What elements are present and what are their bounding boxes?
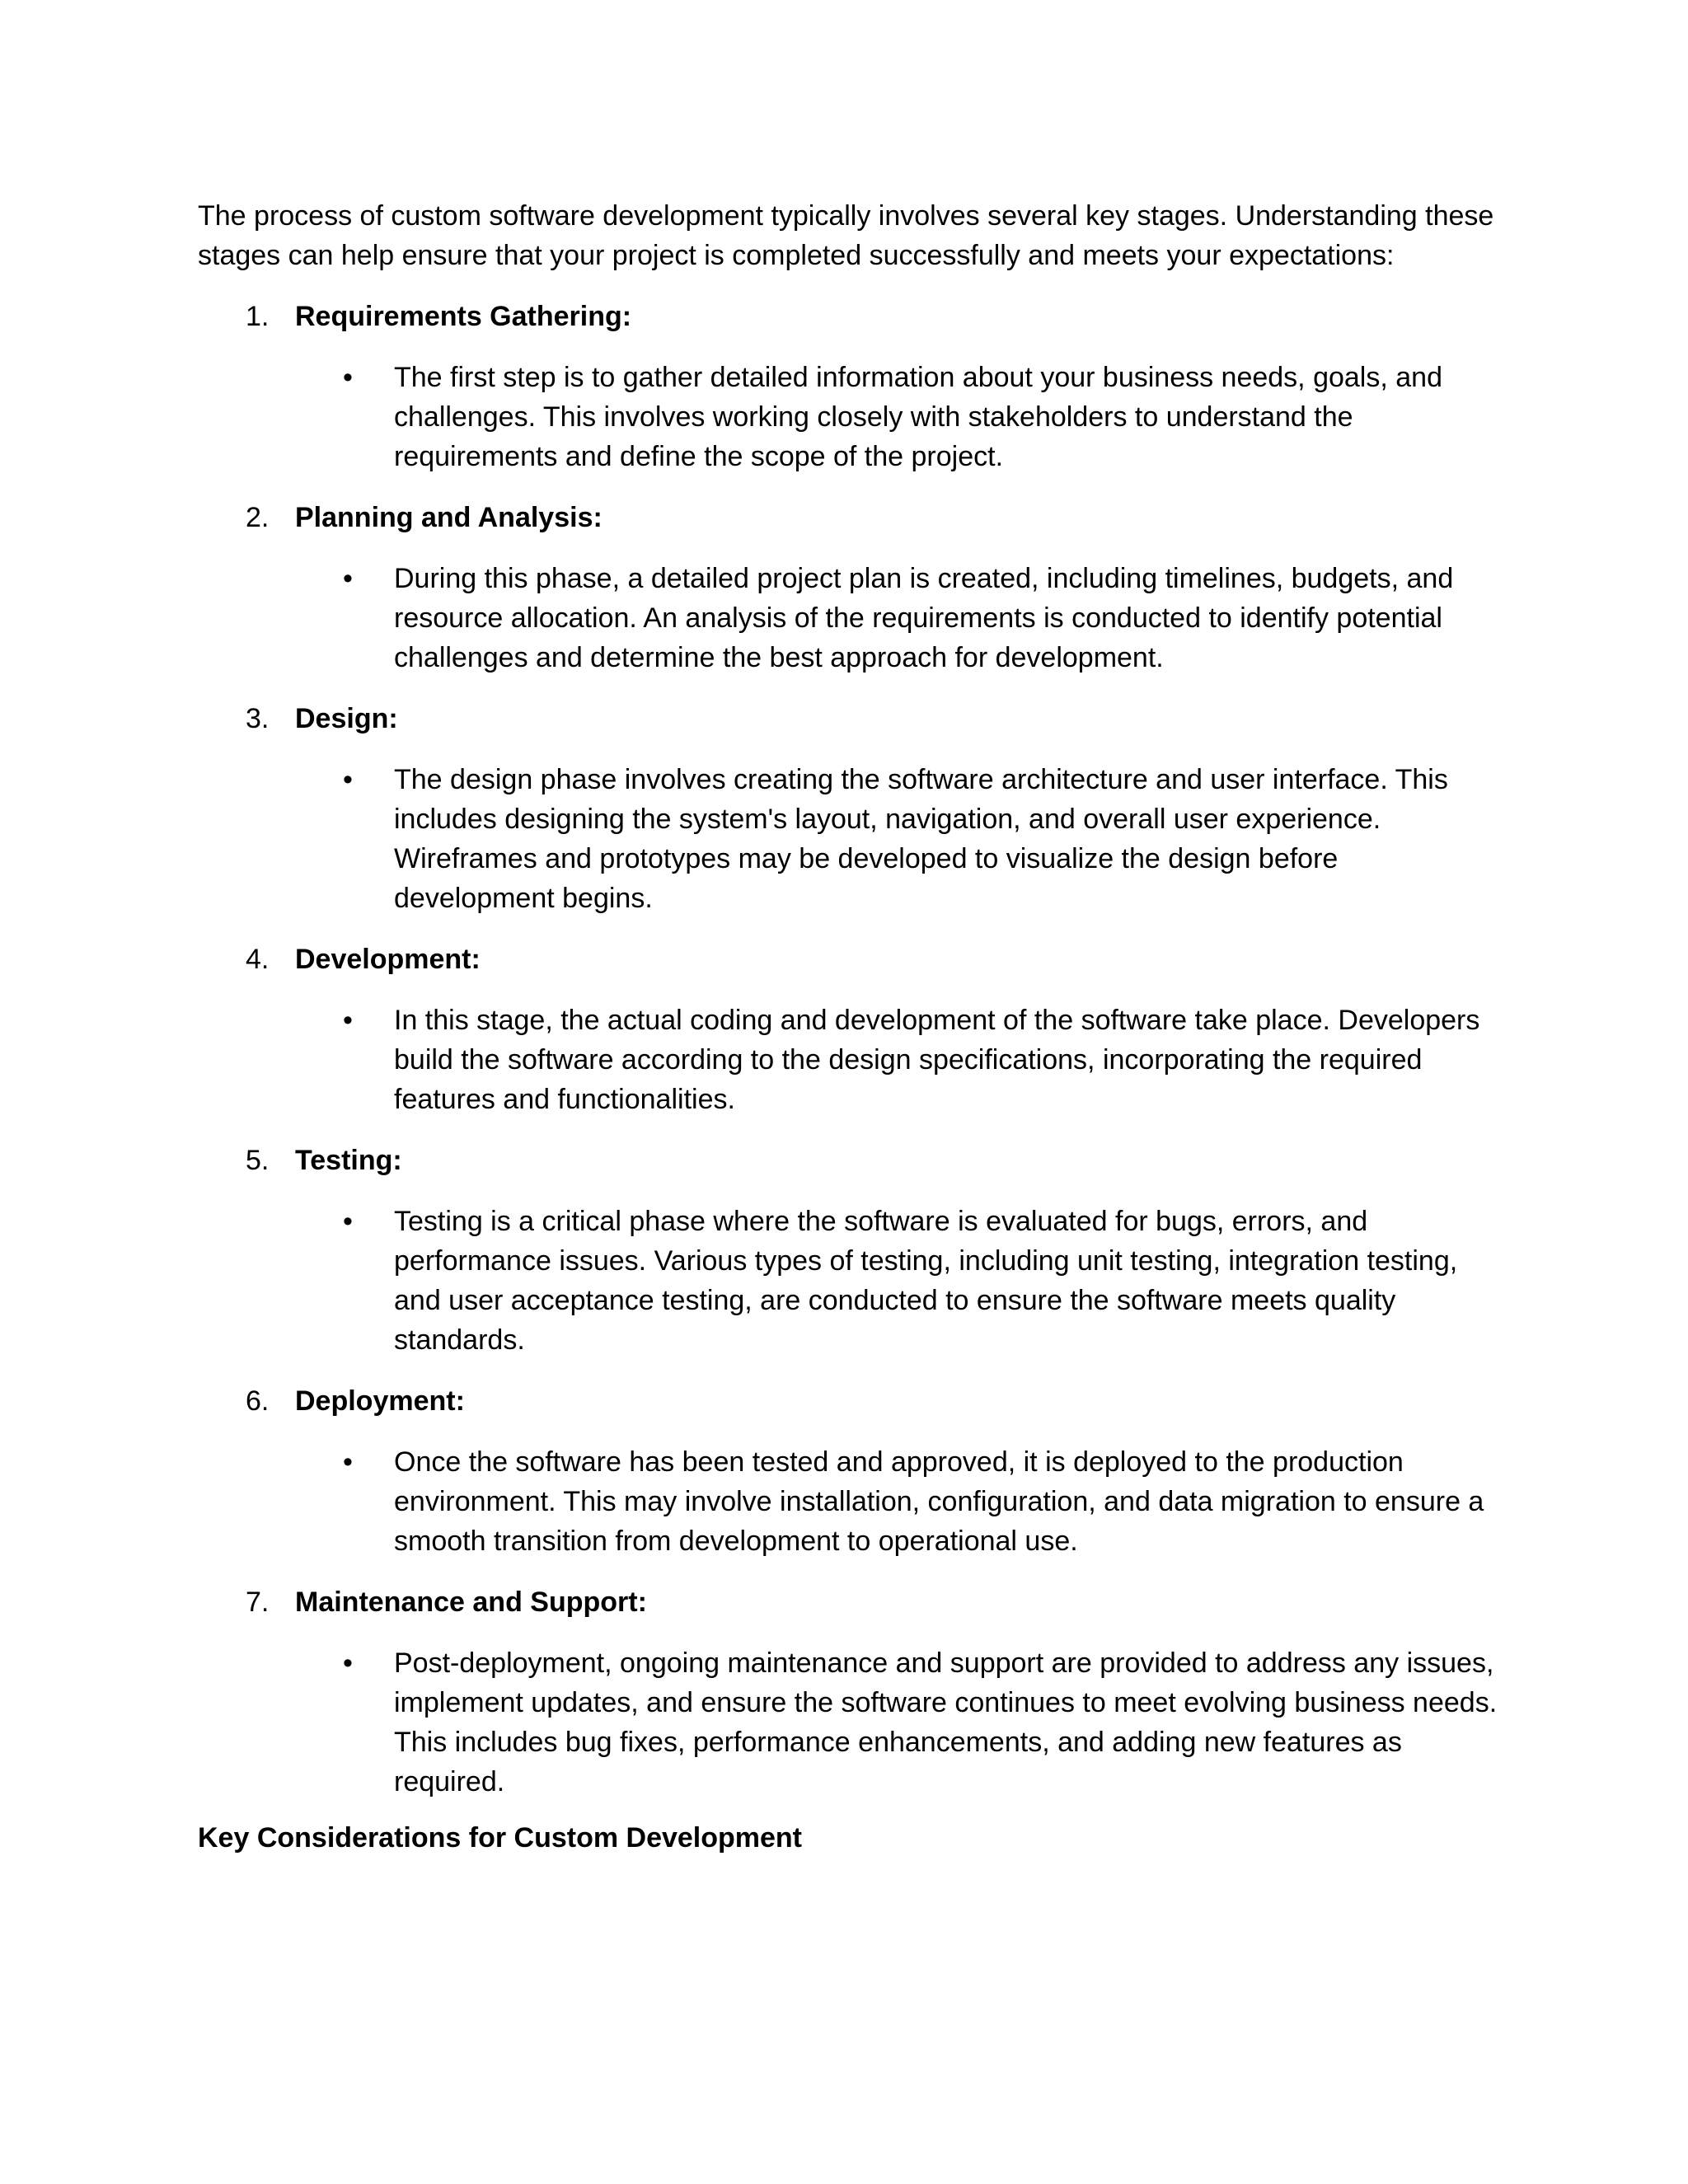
stage-item-requirements-gathering <box>198 297 1517 476</box>
stage-number: 5. <box>246 1145 270 1176</box>
stage-description: Testing is a critical phase where the software is evaluated for bugs, errors, and performance issues. Various types of testing, including unit testing, integration testing, and user acceptance testing, are conducted to ensure the software meets quality standards. <box>394 1206 1458 1356</box>
stage-number: 2. <box>246 502 270 533</box>
stage-description: The design phase involves creating the software architecture and user interface. This includes designing the system's layout, navigation, and overall user experience. Wireframes and prototypes may be developed to visualize the design before development begins. <box>394 764 1448 914</box>
stage-item-testing <box>198 1141 1517 1360</box>
stage-number: 6. <box>246 1385 270 1417</box>
stage-description: In this stage, the actual coding and development of the software take place. Developers build the software according to the design specifications, incorporating the required features and functionalities. <box>394 1005 1480 1115</box>
stages-list <box>198 297 1517 1823</box>
bullet-icon: • <box>343 1647 353 1679</box>
stage-bullet <box>343 358 1503 476</box>
stage-item-deployment <box>198 1381 1517 1561</box>
stage-heading <box>198 940 1517 979</box>
stage-heading <box>198 498 1517 537</box>
stage-title: Design: <box>295 703 398 734</box>
stage-number: 4. <box>246 944 270 975</box>
stage-description: The first step is to gather detailed information about your business needs, goals, and challenges. This involves working closely with stakeholders to understand the requirements and define the scope of the project. <box>394 362 1442 472</box>
stage-item-design <box>198 699 1517 918</box>
stage-title: Testing: <box>295 1145 402 1176</box>
stage-heading <box>198 297 1517 336</box>
stage-description: Once the software has been tested and approved, it is deployed to the production environment. This may involve installation, configuration, and data migration to ensure a smooth transition from development to operational use. <box>394 1446 1484 1557</box>
stage-heading <box>198 1582 1517 1622</box>
stage-bullet <box>343 559 1503 677</box>
stage-number: 7. <box>246 1586 270 1618</box>
stage-description: Post-deployment, ongoing maintenance and support are provided to address any issues, implement updates, and ensure the software continues to meet evolving business needs. This includes bug fixes, performance enhancements, and adding new features as required. <box>394 1647 1498 1797</box>
stage-bullet <box>343 1643 1503 1802</box>
stage-heading <box>198 1381 1517 1421</box>
stage-heading <box>198 1141 1517 1180</box>
stage-item-development <box>198 940 1517 1119</box>
stage-bullet <box>343 1442 1503 1561</box>
stage-bullet <box>343 1202 1503 1360</box>
stage-title: Requirements Gathering: <box>295 301 632 332</box>
stage-heading <box>198 699 1517 738</box>
intro-paragraph: The process of custom software development typically involves several key stages. Understanding these stages can help ensure that your project is completed successfully and meets your expectations: <box>198 200 1494 271</box>
stage-title: Deployment: <box>295 1385 465 1417</box>
stage-title: Planning and Analysis: <box>295 502 603 533</box>
bullet-icon: • <box>343 1005 353 1036</box>
stage-bullet <box>343 1001 1503 1119</box>
bullet-icon: • <box>343 764 353 795</box>
bullet-icon: • <box>343 563 353 594</box>
stage-bullet <box>343 760 1503 918</box>
stage-number: 1. <box>246 301 270 332</box>
stage-description: During this phase, a detailed project plan is created, including timelines, budgets, and resource allocation. An analysis of the requirements is conducted to identify potential challenges and determine the best approach for development. <box>394 563 1454 673</box>
bullet-icon: • <box>343 362 353 393</box>
stage-item-planning-and-analysis <box>198 498 1517 677</box>
stage-item-maintenance-and-support <box>198 1582 1517 1802</box>
section-heading: Key Considerations for Custom Development <box>198 1822 803 1854</box>
bullet-icon: • <box>343 1206 353 1237</box>
bullet-icon: • <box>343 1446 353 1478</box>
stage-number: 3. <box>246 703 270 734</box>
stage-title: Development: <box>295 944 481 975</box>
stage-title: Maintenance and Support: <box>295 1586 647 1618</box>
